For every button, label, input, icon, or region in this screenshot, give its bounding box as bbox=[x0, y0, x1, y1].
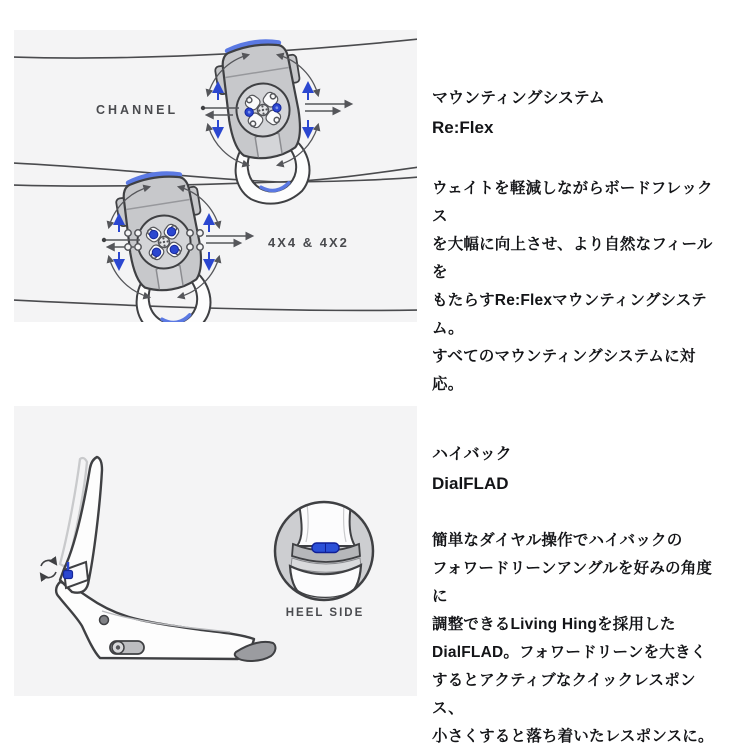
highback-heading-ja: ハイバック bbox=[432, 446, 512, 463]
mounting-system-diagram-panel bbox=[14, 30, 417, 322]
highback-text-block bbox=[432, 444, 724, 751]
mounting-heading-en: Re:Flex bbox=[432, 118, 494, 137]
mounting-description-line: すべてのマウンティングシステムに対応。 bbox=[432, 348, 696, 393]
snowboard-mounting-illustration bbox=[14, 30, 417, 322]
highback-description-line: 小さくすると落ち着いたレスポンスに。 bbox=[432, 728, 714, 745]
mounting-description-line: もたらすRe:Flexマウンティングシステム。 bbox=[432, 292, 707, 337]
highback-side-illustration bbox=[14, 406, 417, 696]
heel-side-detail-circle bbox=[275, 495, 373, 602]
highback-description-line: 調整できるLiving Hingを採用した bbox=[432, 616, 676, 633]
snowboard-outline bbox=[14, 39, 417, 310]
highback-description-line: 簡単なダイヤル操作でハイバックの bbox=[432, 532, 683, 549]
channel-label: CHANNEL bbox=[96, 103, 179, 117]
mounting-description bbox=[432, 175, 724, 399]
highback-description-line: DialFLAD。フォワードリーンを大きく bbox=[432, 644, 707, 661]
baseplate-slider bbox=[110, 641, 144, 654]
mounting-description-line: を大幅に向上させ、より自然なフィールを bbox=[432, 236, 713, 281]
mounting-heading-ja: マウンティングシステム bbox=[432, 90, 605, 107]
highback-heading-en: DialFLAD bbox=[432, 474, 509, 493]
baseplate-bolt bbox=[100, 616, 109, 625]
heel-side-label: HEEL SIDE bbox=[285, 607, 365, 619]
rotation-arrows-icon bbox=[41, 560, 56, 577]
4x4-4x2-label: 4X4 & 4X2 bbox=[268, 235, 349, 250]
binding-4x4 bbox=[102, 168, 252, 322]
highback-description-line: フォワードリーンアングルを好みの角度に bbox=[432, 560, 713, 605]
mounting-description-line: ウェイトを軽減しながらボードフレックス bbox=[432, 180, 713, 225]
highback-description bbox=[432, 527, 724, 751]
binding-baseplate bbox=[56, 582, 254, 659]
heel-side-dial bbox=[312, 543, 339, 553]
mounting-system-text-block bbox=[432, 88, 724, 399]
highback-diagram-panel bbox=[14, 406, 417, 696]
highback-description-line: するとアクティブなクイックレスポンス、 bbox=[432, 672, 696, 717]
